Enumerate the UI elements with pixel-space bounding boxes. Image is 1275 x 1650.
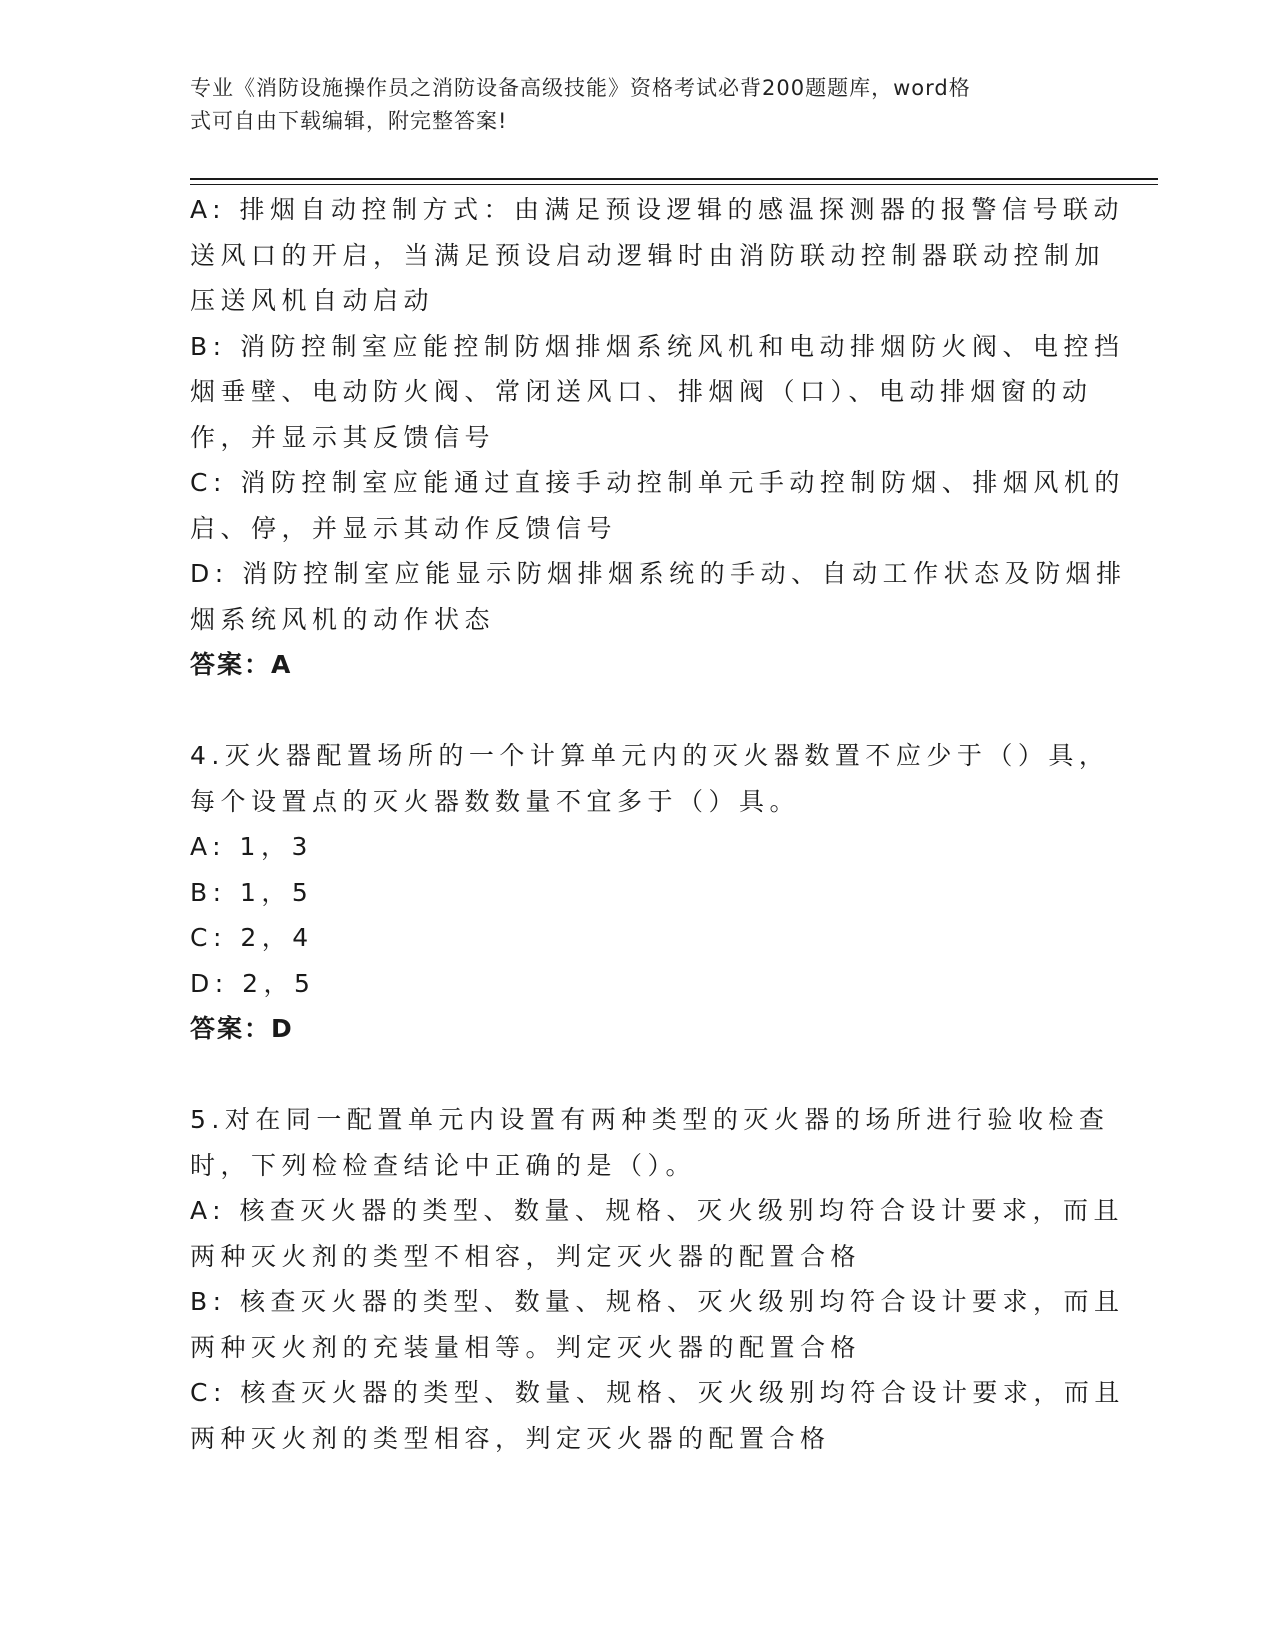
answer-label: 答案：D (190, 1014, 294, 1043)
question-text-line: 5.对在同一配置单元内设置有两种类型的灭火器的场所进行验收检查 (190, 1105, 1110, 1134)
option-d: D: 2，5 (190, 968, 316, 998)
option-a: A: 1，3 (190, 832, 313, 861)
option-text-line: 两种灭火剂的类型不相容，判定灭火器的配置合格 (190, 1241, 862, 1271)
option-text-line: 压送风机自动启动 (190, 286, 435, 315)
option-text-line: C: 核查灭火器的类型、数量、规格、灭火级别均符合设计要求，而且 (190, 1378, 1125, 1407)
option-b (190, 324, 1125, 461)
option-a (190, 1188, 1125, 1279)
option-text-line: 送风口的开启，当满足预设启动逻辑时由消防联动控制器联动控制加 (190, 240, 1106, 270)
spacer (190, 1052, 1090, 1098)
option-b (190, 1279, 1125, 1370)
question-text-line: 每个设置点的灭火器数数量不宜多于（）具。 (190, 786, 801, 816)
question-text-line: 时，下列检检查结论中正确的是（）。 (190, 1150, 697, 1180)
option-text-line: 烟系统风机的动作状态 (190, 604, 496, 634)
option-c: C: 2，4 (190, 923, 314, 952)
option-text-line: 两种灭火剂的充装量相等。判定灭火器的配置合格 (190, 1332, 862, 1362)
spacer (190, 688, 1090, 734)
option-text-line: C: 消防控制室应能通过直接手动控制单元手动控制防烟、排烟风机的 (190, 468, 1125, 497)
option-a (190, 187, 1125, 324)
header-divider-thin (190, 184, 1158, 185)
header-divider-thick (190, 178, 1158, 180)
question-3-block (190, 187, 1127, 688)
option-text-line: 烟垂壁、电动防火阀、常闭送风口、排烟阀（口）、电动排烟窗的动 (190, 377, 1093, 406)
option-text-line: 启、停，并显示其动作反馈信号 (190, 513, 618, 543)
question-text-line: 4.灭火器配置场所的一个计算单元内的灭火器数置不应少于（）具， (190, 741, 1110, 770)
option-text-line: A: 排烟自动控制方式：由满足预设逻辑的感温探测器的报警信号联动 (190, 195, 1125, 224)
option-text-line: 作，并显示其反馈信号 (190, 422, 496, 452)
question-5-block (190, 1097, 1125, 1461)
answer-label: 答案：A (190, 650, 293, 679)
document-body (190, 187, 1127, 1461)
option-text-line: 两种灭火剂的类型相容，判定灭火器的配置合格 (190, 1423, 831, 1453)
document-header (190, 72, 1070, 138)
option-c (190, 460, 1125, 551)
option-text-line: A: 核查灭火器的类型、数量、规格、灭火级别均符合设计要求，而且 (190, 1196, 1125, 1225)
option-d (190, 551, 1127, 642)
header-line-1: 专业《消防设施操作员之消防设备高级技能》资格考试必背200题题库，word格 (190, 76, 971, 100)
question-4-block (190, 733, 1110, 1052)
header-line-2: 式可自由下载编辑，附完整答案! (190, 109, 508, 133)
option-text-line: B: 核查灭火器的类型、数量、规格、灭火级别均符合设计要求，而且 (190, 1287, 1125, 1316)
option-b: B: 1，5 (190, 877, 314, 907)
option-text-line: B: 消防控制室应能控制防烟排烟系统风机和电动排烟防火阀、电控挡 (190, 331, 1125, 361)
option-text-line: D: 消防控制室应能显示防烟排烟系统的手动、自动工作状态及防烟排 (190, 559, 1127, 588)
option-c (190, 1370, 1125, 1461)
